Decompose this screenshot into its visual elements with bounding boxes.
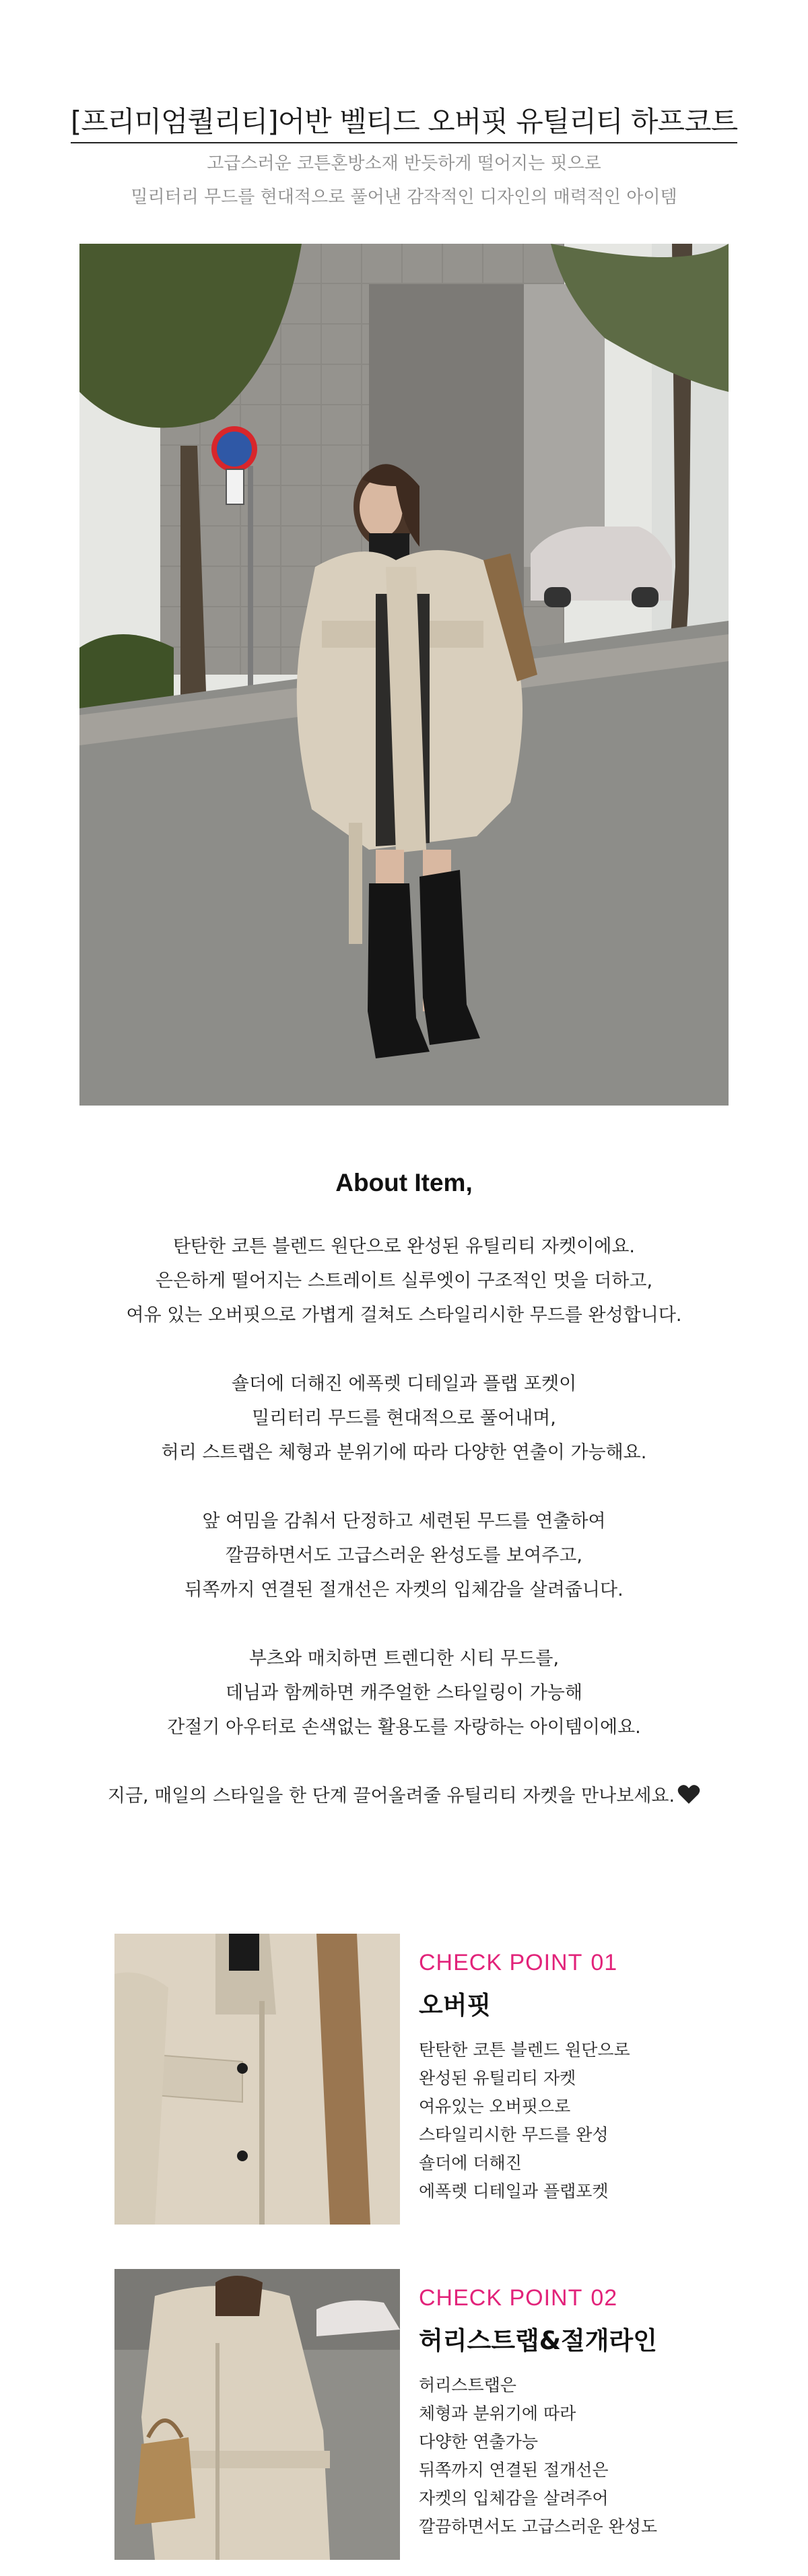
coat-closeup-illustration	[114, 1934, 400, 2225]
about-item-title: About Item,	[335, 1169, 473, 1196]
check-point-1-heading: 오버핏	[419, 1991, 492, 2020]
about-item-body	[40, 1229, 768, 1848]
check-point-2	[419, 2285, 769, 2541]
product-title: [프리미엄퀄리티]어반 벨티드 오버핏 유틸리티 하프코트	[0, 100, 808, 140]
check-point-2-heading: 허리스트랩&절개라인	[419, 2326, 657, 2355]
main-product-photo	[79, 244, 729, 1106]
heart-icon	[677, 1784, 700, 1804]
about-paragraph: 탄탄한 코튼 블렌드 원단으로 완성된 유틸리티 자켓이에요. 은은하게 떨어지는 스트레이트 실루엣이 구조적인 멋을 더하고, 여유 있는 오버핏으로 가볍게 걸쳐도 스타일리시한 무드를 완성합니다.	[126, 1236, 682, 1326]
model-photo-illustration	[79, 244, 729, 1106]
check-point-2-label: CHECK POINT 02	[419, 2285, 618, 2311]
check-point-2-image	[114, 2269, 400, 2560]
check-point-2-description: 허리스트랩은 체형과 분위기에 따라 다양한 연출가능 뒤쪽까지 연결된 절개선은 자켓의 입체감을 살려주어 깔끔하면서도 고급스러운 완성도	[419, 2375, 657, 2536]
check-point-1-image	[114, 1934, 400, 2225]
subtitle-line-1: 고급스러운 코튼혼방소재 반듯하게 떨어지는 핏으로	[207, 154, 601, 174]
check-point-1	[419, 1950, 769, 2206]
about-paragraph: 숄더에 더해진 에폭렛 디테일과 플랩 포켓이 밀리터리 무드를 현대적으로 풀어내며, 허리 스트랩은 체형과 분위기에 따라 다양한 연출이 가능해요.	[161, 1374, 647, 1463]
about-paragraph: 앞 여밈을 감춰서 단정하고 세련된 무드를 연출하여 깔끔하면서도 고급스러운 완성도를 보여주고, 뒤쪽까지 연결된 절개선은 자켓의 입체감을 살려줍니다.	[184, 1511, 624, 1600]
subtitle-line-2: 밀리터리 무드를 현대적으로 풀어낸 감작적인 디자인의 매력적인 아이템	[131, 187, 677, 207]
check-point-1-label: CHECK POINT 01	[419, 1950, 618, 1975]
about-closing: 지금, 매일의 스타일을 한 단계 끌어올려줄 유틸리티 자켓을 만나보세요.	[40, 1779, 768, 1813]
about-paragraph: 부츠와 매치하면 트렌디한 시티 무드를, 데님과 함께하면 캐주얼한 스타일링이 가능해 간절기 아우터로 손색없는 활용도를 자랑하는 아이템이에요.	[167, 1648, 641, 1738]
check-point-1-description: 탄탄한 코튼 블렌드 원단으로 완성된 유틸리티 자켓 여유있는 오버핏으로 스타일리시한 무드를 완성 숄더에 더해진 에폭렛 디테일과 플랩포켓	[419, 2040, 630, 2201]
coat-belt-illustration	[114, 2269, 400, 2560]
